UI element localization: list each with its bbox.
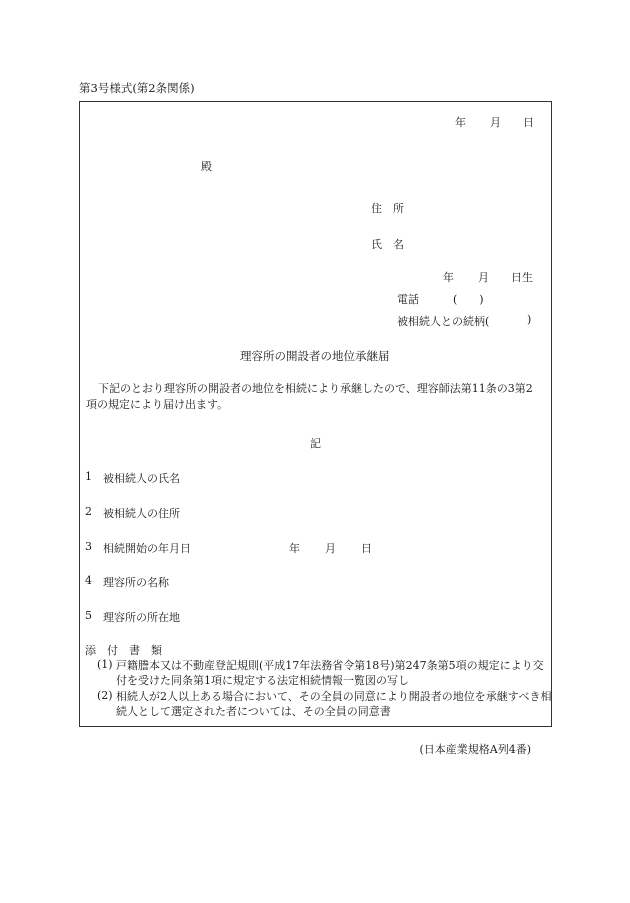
inheritance-day-label: 日 [361, 542, 372, 555]
item-1-label: 被相続人の氏名 [103, 472, 180, 485]
attachment-1-text: 戸籍謄本又は不動産登記規則(平成17年法務省令第18号)第247条第5項の規定により交付を受けた同条第1項に規定する法定相続情報一覧図の写し [116, 659, 544, 687]
item-5-label: 理容所の所在地 [103, 611, 180, 624]
attachment-2-number: (2) [97, 689, 113, 702]
birth-month-label: 月 [478, 271, 489, 284]
paper-size-note: (日本産業規格A列4番) [419, 743, 531, 756]
item-3-number: 3 [85, 540, 92, 553]
phone-parentheses: ( ) [453, 293, 484, 306]
inheritance-year-label: 年 [289, 542, 300, 555]
item-1-number: 1 [85, 470, 92, 483]
form-frame [79, 101, 552, 727]
date-year-label: 年 [455, 116, 466, 129]
birth-year-label: 年 [443, 271, 454, 284]
relation-label: 被相続人との続柄( [397, 315, 490, 328]
date-day-label: 日 [523, 116, 534, 129]
applicant-name-label: 氏 名 [371, 238, 404, 251]
item-2-number: 2 [85, 505, 92, 518]
ki-heading: 記 [310, 437, 321, 450]
applicant-address-label: 住 所 [371, 202, 404, 215]
item-4-number: 4 [85, 574, 92, 587]
phone-label: 電話 [397, 293, 419, 306]
item-4-label: 理容所の名称 [103, 576, 169, 589]
attachment-2-text: 相続人が2人以上ある場合において、その全員の同意により開設者の地位を承継すべき相続人として選定された者については、その全員の同意書 [116, 690, 552, 718]
inheritance-month-label: 月 [325, 542, 336, 555]
form-number: 第3号様式(第2条関係) [79, 81, 195, 95]
document-title: 理容所の開設者の地位承継届 [240, 349, 390, 363]
birth-suffix-label: 日生 [511, 271, 533, 284]
date-month-label: 月 [490, 116, 501, 129]
item-3-label: 相続開始の年月日 [103, 542, 191, 555]
item-2-label: 被相続人の住所 [103, 507, 180, 520]
attachments-heading: 添 付 書 類 [85, 644, 162, 657]
attachment-1-number: (1) [97, 658, 113, 671]
addressee-suffix: 殿 [201, 160, 212, 173]
body-paragraph: 下記のとおり理容所の開設者の地位を相続により承継したので、理容師法第11条の3第2項の規定により届け出ます。 [86, 382, 533, 411]
relation-close: ) [527, 313, 532, 326]
item-5-number: 5 [85, 609, 92, 622]
